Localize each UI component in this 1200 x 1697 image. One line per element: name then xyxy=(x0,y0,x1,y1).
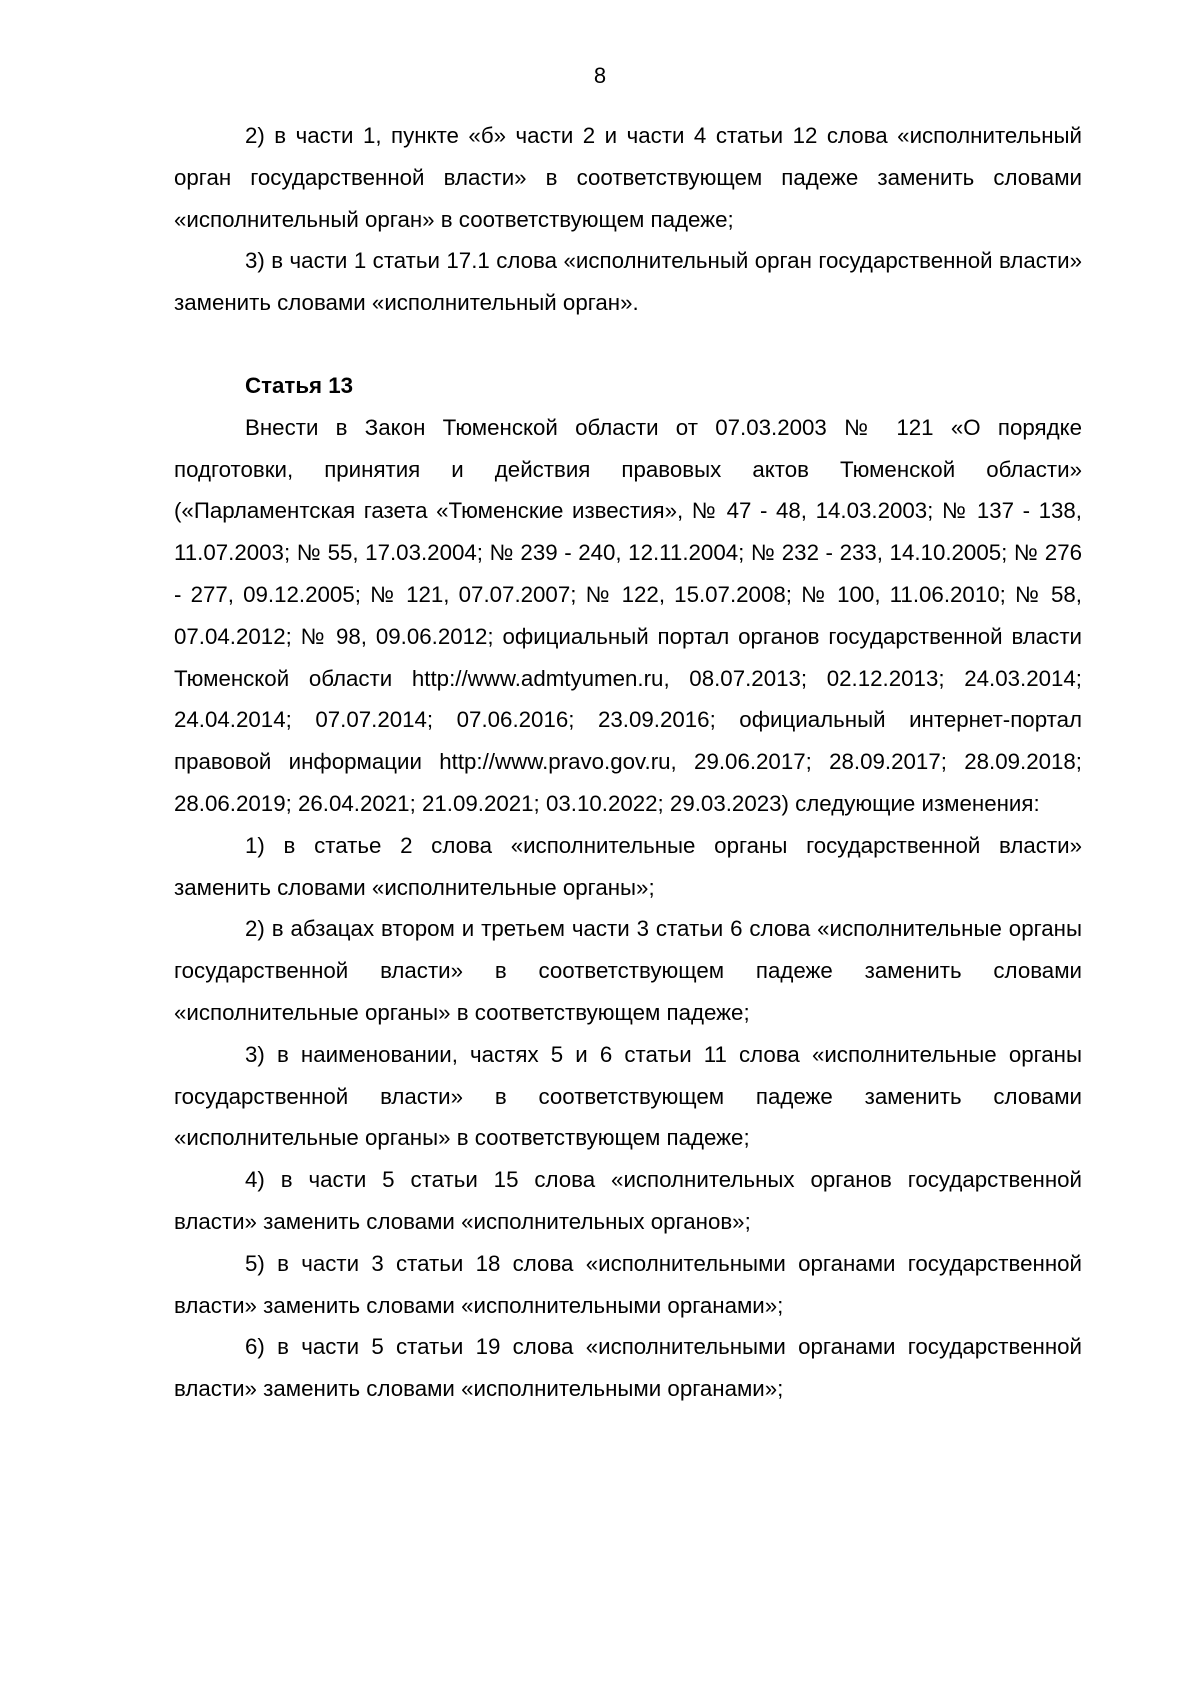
article-intro-paragraph: Внести в Закон Тюменской области от 07.03.2003 № 121 «О порядке подготовки, принятия и действия правовых актов Тюменской области» («Парламентская газета «Тюменские известия», № 47 - 48, 14.03.2003; № 137 - 138, 11.07.2003; № 55, 17.03.2004; № 239 - 240, 12.11.2004; № 232 - 233, 14.10.2005; № 276 - 277, 09.12.2005; № 121, 07.07.2007; № 122, 15.07.2008; № 100, 11.06.2010; № 58, 07.04.2012; № 98, 09.06.2012; официальный портал органов государственной власти Тюменской области http://www.admtyumen.ru, 08.07.2013; 02.12.2013; 24.03.2014; 24.04.2014; 07.07.2014; 07.06.2016; 23.09.2016; официальный интернет-портал правовой информации http://www.pravo.gov.ru, 29.06.2017; 28.09.2017; 28.09.2018; 28.06.2019; 26.04.2021; 21.09.2021; 03.10.2022; 29.03.2023) следующие изменения: xyxy=(174,414,1082,816)
amendment-item-4: 4) в части 5 статьи 15 слова «исполнительных органов государственной власти» заменить словами «исполнительных органов»; xyxy=(174,1167,1082,1234)
paragraph-item-2: 2) в части 1, пункте «б» части 2 и части 4 статьи 12 слова «исполнительный орган государственной власти» в соответствующем падеже заменить словами «исполнительный орган» в соответствующем падеже; xyxy=(174,123,1082,232)
page-number: 8 xyxy=(593,63,607,88)
paragraph-item-3: 3) в части 1 статьи 17.1 слова «исполнительный орган государственной власти» заменить словами «исполнительный орган». xyxy=(174,248,1082,316)
document-body xyxy=(174,115,1082,1410)
amendment-item-2: 2) в абзацах втором и третьем части 3 статьи 6 слова «исполнительные органы государственной власти» в соответствующем падеже заменить словами «исполнительные органы» в соответствующем падеже; xyxy=(174,916,1082,1025)
amendment-item-6: 6) в части 5 статьи 19 слова «исполнительными органами государственной власти» заменить словами «исполнительными органами»; xyxy=(174,1334,1082,1402)
amendment-item-5: 5) в части 3 статьи 18 слова «исполнительными органами государственной власти» заменить словами «исполнительными органами»; xyxy=(174,1250,1082,1318)
amendment-item-3: 3) в наименовании, частях 5 и 6 статьи 11 слова «исполнительные органы государственной власти» в соответствующем падеже заменить словами «исполнительные органы» в соответствующем падеже; xyxy=(174,1041,1082,1151)
amendment-item-1: 1) в статье 2 слова «исполнительные органы государственной власти» заменить словами «исполнительные органы»; xyxy=(174,832,1082,900)
article-heading: Статья 13 xyxy=(245,372,354,398)
